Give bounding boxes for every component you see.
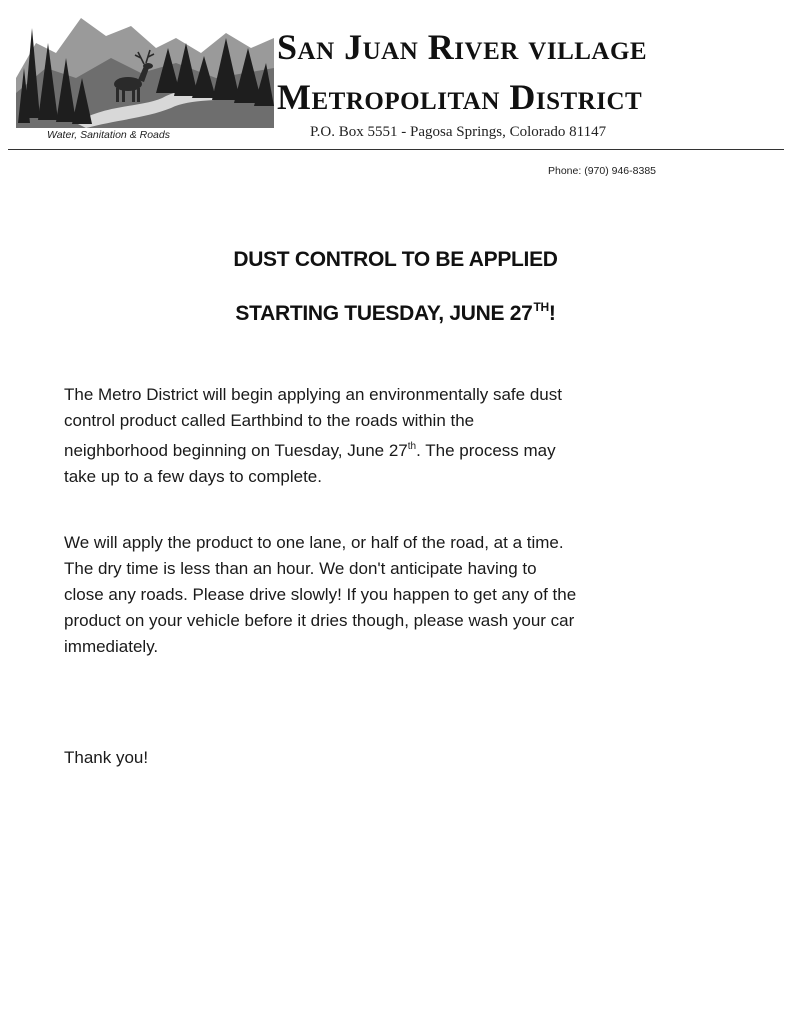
phone-number: Phone: (970) 946-8385 bbox=[548, 165, 656, 177]
date-ordinal: th bbox=[407, 441, 417, 452]
paragraph-line: product on your vehicle before it dries though, please wash your car bbox=[64, 611, 575, 630]
paragraph-line bbox=[64, 434, 744, 464]
subheadline-ordinal: TH bbox=[533, 300, 549, 314]
tagline: Water, Sanitation & Roads bbox=[47, 129, 170, 141]
paragraph-line: We will apply the product to one lane, or half of the road, at a time. bbox=[64, 533, 564, 552]
paragraph-text: . The process may bbox=[416, 441, 556, 460]
header-divider bbox=[8, 149, 784, 150]
mailing-address: P.O. Box 5551 - Pagosa Springs, Colorado 81147 bbox=[310, 124, 607, 140]
mountain-elk-logo-icon bbox=[16, 8, 274, 128]
paragraph-instructions bbox=[64, 530, 744, 660]
paragraph-intro bbox=[64, 382, 744, 490]
subheadline-text: STARTING TUESDAY, JUNE 27 bbox=[235, 302, 533, 325]
letterhead bbox=[0, 0, 791, 150]
org-name-line1: San Juan River village bbox=[277, 27, 648, 67]
paragraph-line: immediately. bbox=[64, 637, 159, 656]
paragraph-line: close any roads. Please drive slowly! If you happen to get any of the bbox=[64, 585, 577, 604]
date-text: neighborhood beginning on Tuesday, June 27 bbox=[64, 441, 408, 460]
org-name-line2: Metropolitan District bbox=[277, 77, 643, 117]
subheadline-exclaim: ! bbox=[548, 302, 556, 325]
paragraph-line: take up to a few days to complete. bbox=[64, 467, 322, 486]
paragraph-line: The dry time is less than an hour. We don't anticipate having to bbox=[64, 559, 537, 578]
notice-headline: DUST CONTROL TO BE APPLIED bbox=[233, 248, 558, 271]
notice-subheadline bbox=[0, 300, 791, 326]
closing-text: Thank you! bbox=[64, 748, 149, 767]
paragraph-line: control product called Earthbind to the roads within the bbox=[64, 411, 475, 430]
paragraph-line: The Metro District will begin applying an environmentally safe dust bbox=[64, 385, 562, 404]
